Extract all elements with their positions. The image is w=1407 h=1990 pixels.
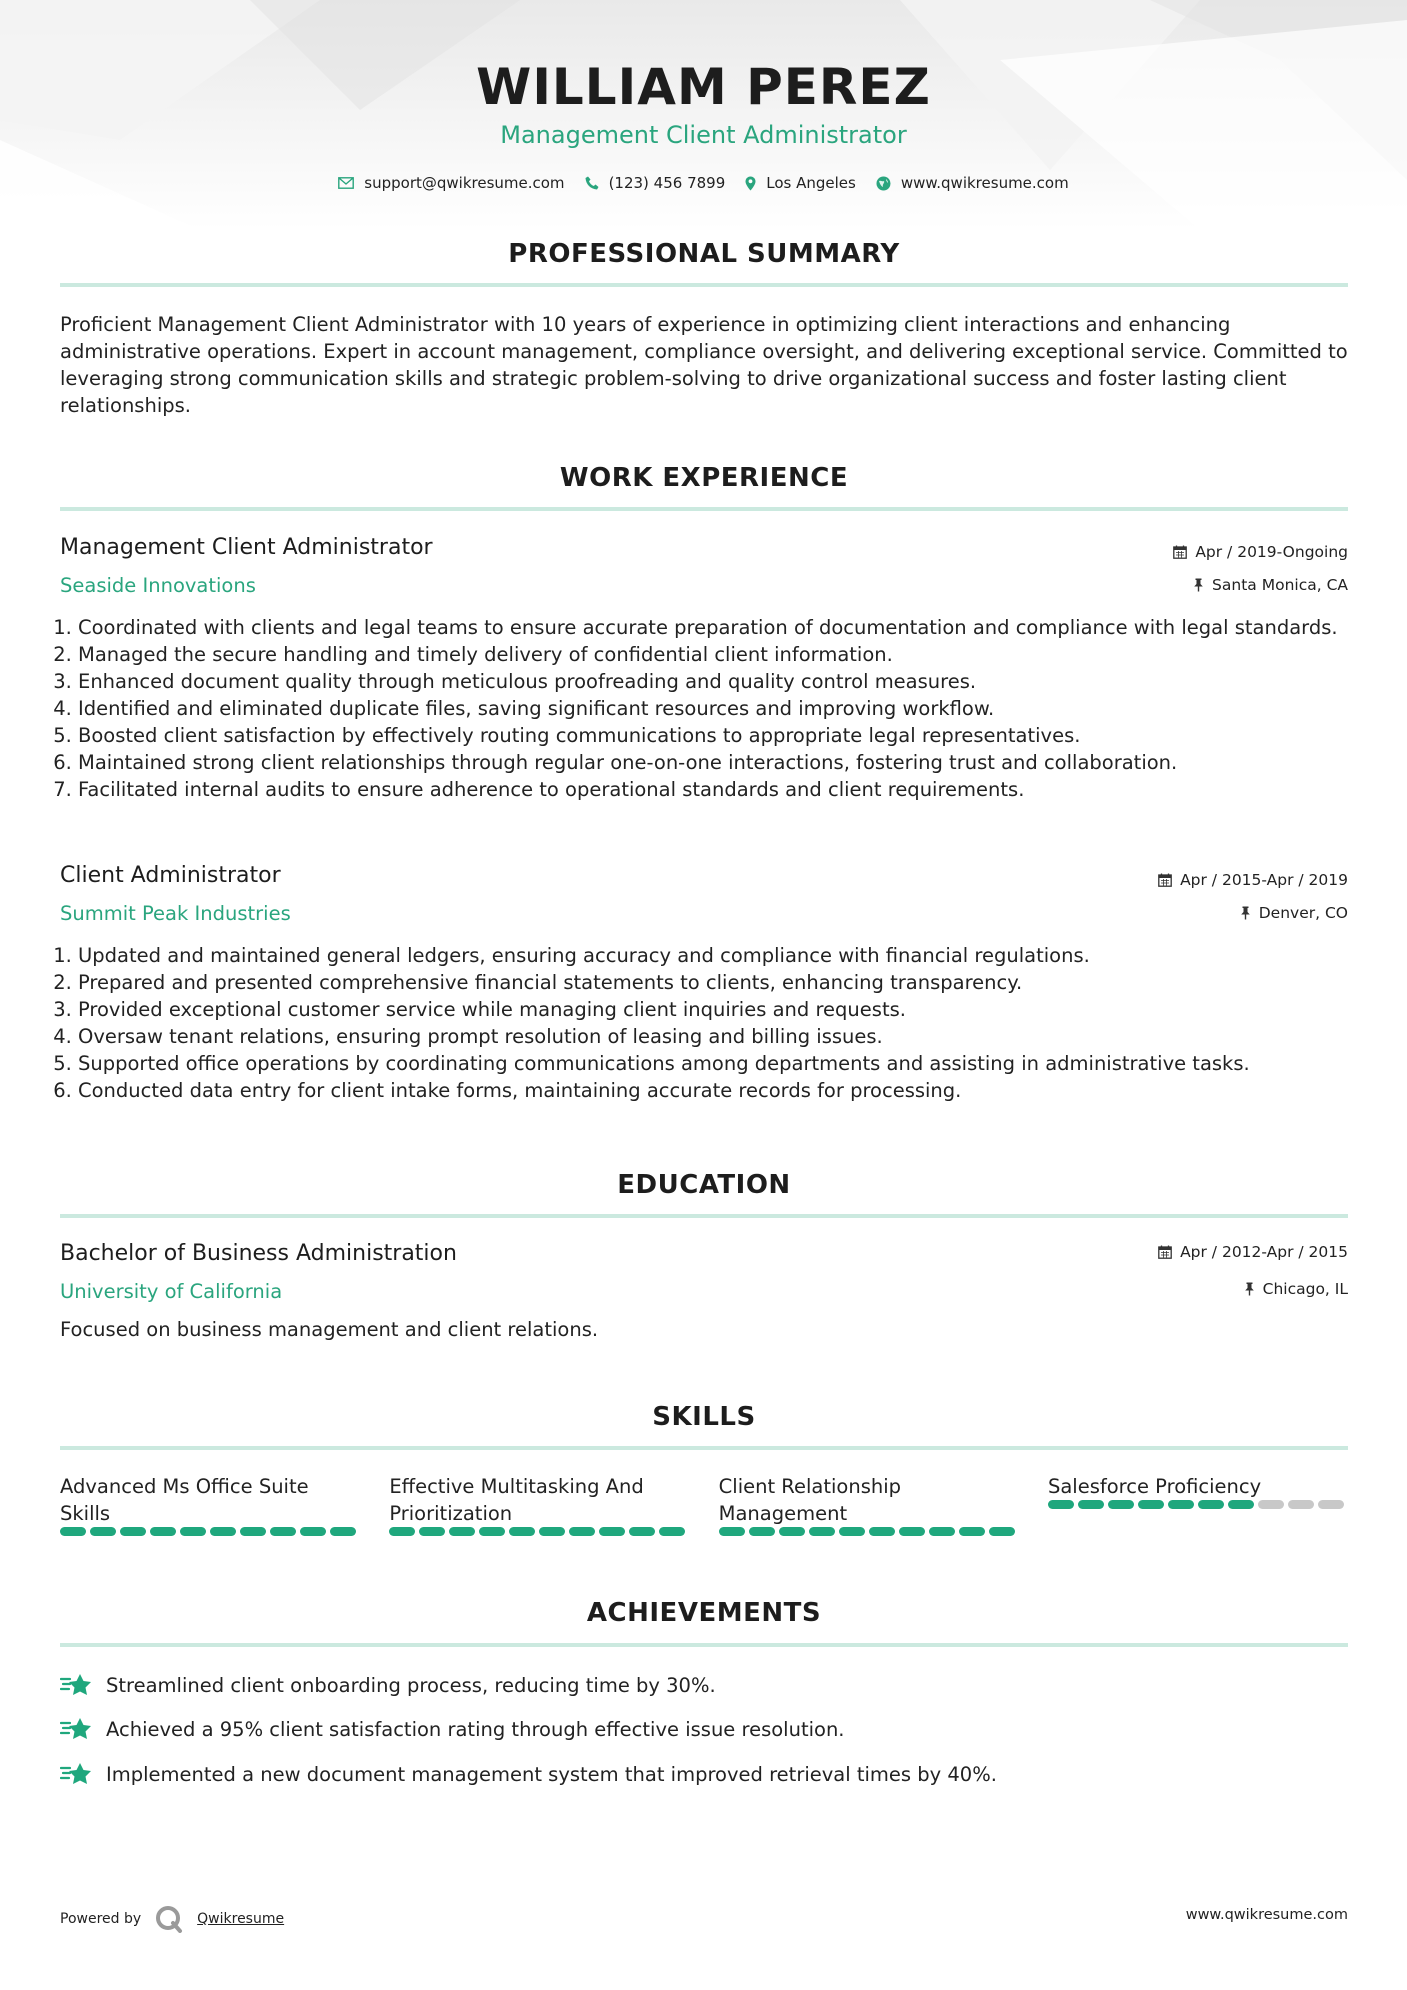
skill-dot-filled (629, 1527, 655, 1536)
skill-dot-empty (1318, 1500, 1344, 1509)
footer-powered-by (60, 1905, 284, 1933)
list-item: 5. Boosted client satisfaction by effectively routing communications to appropriate legal representatives. (78, 722, 1378, 749)
list-item: 1. Coordinated with clients and legal teams to ensure accurate preparation of documentation and compliance with legal standards. (78, 614, 1378, 641)
list-item: 2. Prepared and presented comprehensive financial statements to clients, enhancing transparency. (78, 969, 1378, 996)
skill-dot-filled (1078, 1500, 1104, 1509)
pushpin-icon (1193, 578, 1204, 592)
phone-text: (123) 456 7899 (608, 174, 726, 192)
skill-dot-filled (449, 1527, 475, 1536)
contact-bar (0, 174, 1407, 192)
contact-website[interactable] (876, 174, 1069, 192)
list-item: 6. Maintained strong client relationships through regular one-on-one interactions, fostering trust and collaboration. (78, 749, 1378, 776)
skill-dot-filled (150, 1527, 176, 1536)
skill-name: Client Relationship Management (718, 1475, 902, 1525)
map-pin-icon (745, 176, 756, 191)
education-dates-text: Apr / 2012-Apr / 2015 (1180, 1243, 1348, 1261)
skill-dot-empty (1288, 1500, 1314, 1509)
skill-dot-filled (1228, 1500, 1254, 1509)
qwikresume-logo-icon (155, 1905, 183, 1933)
skill-dot-filled (869, 1527, 895, 1536)
pushpin-icon (1240, 906, 1251, 920)
email-text: support@qwikresume.com (364, 174, 565, 192)
contact-phone[interactable] (585, 174, 726, 192)
job-dates (1173, 543, 1348, 561)
achievement-text: Streamlined client onboarding process, reducing time by 30%. (106, 1673, 716, 1697)
skill-dot-filled (809, 1527, 835, 1536)
achievement-text: Implemented a new document management system that improved retrieval times by 40%. (106, 1762, 997, 1786)
skill-dot-filled (539, 1527, 565, 1536)
skill-item (1048, 1473, 1348, 1536)
calendar-icon (1173, 545, 1187, 559)
location-text: Los Angeles (766, 174, 856, 192)
job-location (1240, 904, 1348, 922)
skill-item (389, 1473, 689, 1536)
job-dates-text: Apr / 2019-Ongoing (1195, 543, 1348, 561)
footer-website[interactable]: www.qwikresume.com (1185, 1907, 1348, 1923)
achievement-item (60, 1672, 716, 1698)
skill-dot-filled (509, 1527, 535, 1536)
skills-divider (60, 1446, 1348, 1450)
job-location-text: Denver, CO (1258, 904, 1348, 922)
experience-heading: WORK EXPERIENCE (559, 463, 849, 493)
skill-dot-filled (1198, 1500, 1224, 1509)
skill-dot-filled (839, 1527, 865, 1536)
summary-divider (60, 283, 1348, 287)
skill-dot-filled (1048, 1500, 1074, 1509)
skill-dot-empty (1258, 1500, 1284, 1509)
skill-dot-filled (270, 1527, 296, 1536)
achievements-divider (60, 1643, 1348, 1647)
achievement-item (60, 1761, 997, 1787)
summary-text: Proficient Management Client Administrator with 10 years of experience in optimizing client interactions and enhancing administrative operations. Expert in account management, compliance oversight, and delivering exceptional service. Committed to leveraging strong communication skills and strategic problem-solving to drive organizational success and foster lasting client relationships. (60, 313, 1348, 417)
skill-dot-filled (1138, 1500, 1164, 1509)
list-item: 3. Provided exceptional customer service while managing client inquiries and requests. (78, 996, 1378, 1023)
list-item: 3. Enhanced document quality through meticulous proofreading and quality control measures. (78, 668, 1378, 695)
skill-dot-filled (120, 1527, 146, 1536)
skill-dot-filled (1108, 1500, 1134, 1509)
envelope-icon (338, 177, 354, 189)
job-title: Management Client Administrator (60, 535, 433, 560)
job-title: Client Administrator (60, 863, 281, 888)
job-company: Seaside Innovations (60, 574, 256, 597)
job-company: Summit Peak Industries (60, 902, 291, 925)
skill-dot-filled (60, 1527, 86, 1536)
education-dates (1158, 1243, 1348, 1261)
skill-dot-filled (300, 1527, 326, 1536)
job-location-text: Santa Monica, CA (1212, 576, 1348, 594)
skill-dot-filled (899, 1527, 925, 1536)
candidate-title: Management Client Administrator (500, 121, 907, 149)
skill-dot-filled (599, 1527, 625, 1536)
skill-dot-filled (479, 1527, 505, 1536)
list-item: 2. Managed the secure handling and timely delivery of confidential client information. (78, 641, 1378, 668)
summary-heading: PROFESSIONAL SUMMARY (508, 239, 900, 269)
job-dates (1158, 871, 1348, 889)
skills-grid (60, 1473, 1348, 1536)
skill-dot-filled (749, 1527, 775, 1536)
skill-name: Salesforce Proficiency (1047, 1475, 1262, 1498)
achievement-item (60, 1716, 845, 1742)
skill-item (719, 1473, 1019, 1536)
skill-dot-filled (659, 1527, 685, 1536)
star-icon (60, 1716, 94, 1742)
website-text: www.qwikresume.com (900, 174, 1069, 192)
skill-name: Advanced Ms Office Suite Skills (60, 1475, 309, 1525)
job-location (1193, 576, 1348, 594)
experience-divider (60, 507, 1348, 511)
list-item: 4. Identified and eliminated duplicate files, saving significant resources and improving workflow. (78, 695, 1378, 722)
skill-name: Effective Multitasking And Prioritization (389, 1475, 644, 1525)
job-responsibilities (48, 614, 1378, 803)
phone-icon (585, 176, 599, 190)
skill-level-meter (1048, 1500, 1348, 1509)
achievements-heading: ACHIEVEMENTS (586, 1598, 822, 1628)
skill-level-meter (389, 1527, 689, 1536)
school-name: University of California (60, 1280, 283, 1303)
degree-title: Bachelor of Business Administration (60, 1241, 457, 1266)
skill-dot-filled (210, 1527, 236, 1536)
candidate-name: WILLIAM PEREZ (476, 58, 931, 116)
job-dates-text: Apr / 2015-Apr / 2019 (1180, 871, 1348, 889)
skill-dot-filled (419, 1527, 445, 1536)
skill-level-meter (719, 1527, 1019, 1536)
pushpin-icon (1244, 1282, 1255, 1296)
education-divider (60, 1214, 1348, 1218)
skill-dot-filled (389, 1527, 415, 1536)
skill-level-meter (60, 1527, 360, 1536)
skill-dot-filled (90, 1527, 116, 1536)
skill-dot-filled (779, 1527, 805, 1536)
calendar-icon (1158, 873, 1172, 887)
education-location (1244, 1280, 1348, 1298)
list-item: 6. Conducted data entry for client intake forms, maintaining accurate records for processing. (78, 1077, 1378, 1104)
skill-dot-filled (330, 1527, 356, 1536)
calendar-icon (1158, 1245, 1172, 1259)
skill-dot-filled (240, 1527, 266, 1536)
powered-by-label: Powered by (60, 1911, 142, 1927)
job-responsibilities (48, 942, 1378, 1104)
list-item: 4. Oversaw tenant relations, ensuring prompt resolution of leasing and billing issues. (78, 1023, 1378, 1050)
contact-location (745, 174, 856, 192)
list-item: 7. Facilitated internal audits to ensure adherence to operational standards and client requirements. (78, 776, 1378, 803)
skill-dot-filled (929, 1527, 955, 1536)
education-heading: EDUCATION (617, 1170, 791, 1200)
skills-heading: SKILLS (652, 1402, 756, 1432)
skill-dot-filled (989, 1527, 1015, 1536)
skill-dot-filled (719, 1527, 745, 1536)
skill-item (60, 1473, 360, 1536)
list-item: 5. Supported office operations by coordinating communications among departments and assisting in administrative tasks. (78, 1050, 1378, 1077)
list-item: 1. Updated and maintained general ledgers, ensuring accuracy and compliance with financial regulations. (78, 942, 1378, 969)
star-icon (60, 1761, 94, 1787)
education-description: Focused on business management and client relations. (60, 1318, 599, 1341)
brand-link[interactable]: Qwikresume (197, 1911, 285, 1927)
skill-dot-filled (569, 1527, 595, 1536)
skill-dot-filled (959, 1527, 985, 1536)
globe-icon (876, 176, 891, 191)
skill-dot-filled (1168, 1500, 1194, 1509)
achievement-text: Achieved a 95% client satisfaction rating through effective issue resolution. (106, 1717, 845, 1741)
education-location-text: Chicago, IL (1262, 1280, 1348, 1298)
star-icon (60, 1672, 94, 1698)
skill-dot-filled (180, 1527, 206, 1536)
contact-email[interactable] (338, 174, 564, 192)
